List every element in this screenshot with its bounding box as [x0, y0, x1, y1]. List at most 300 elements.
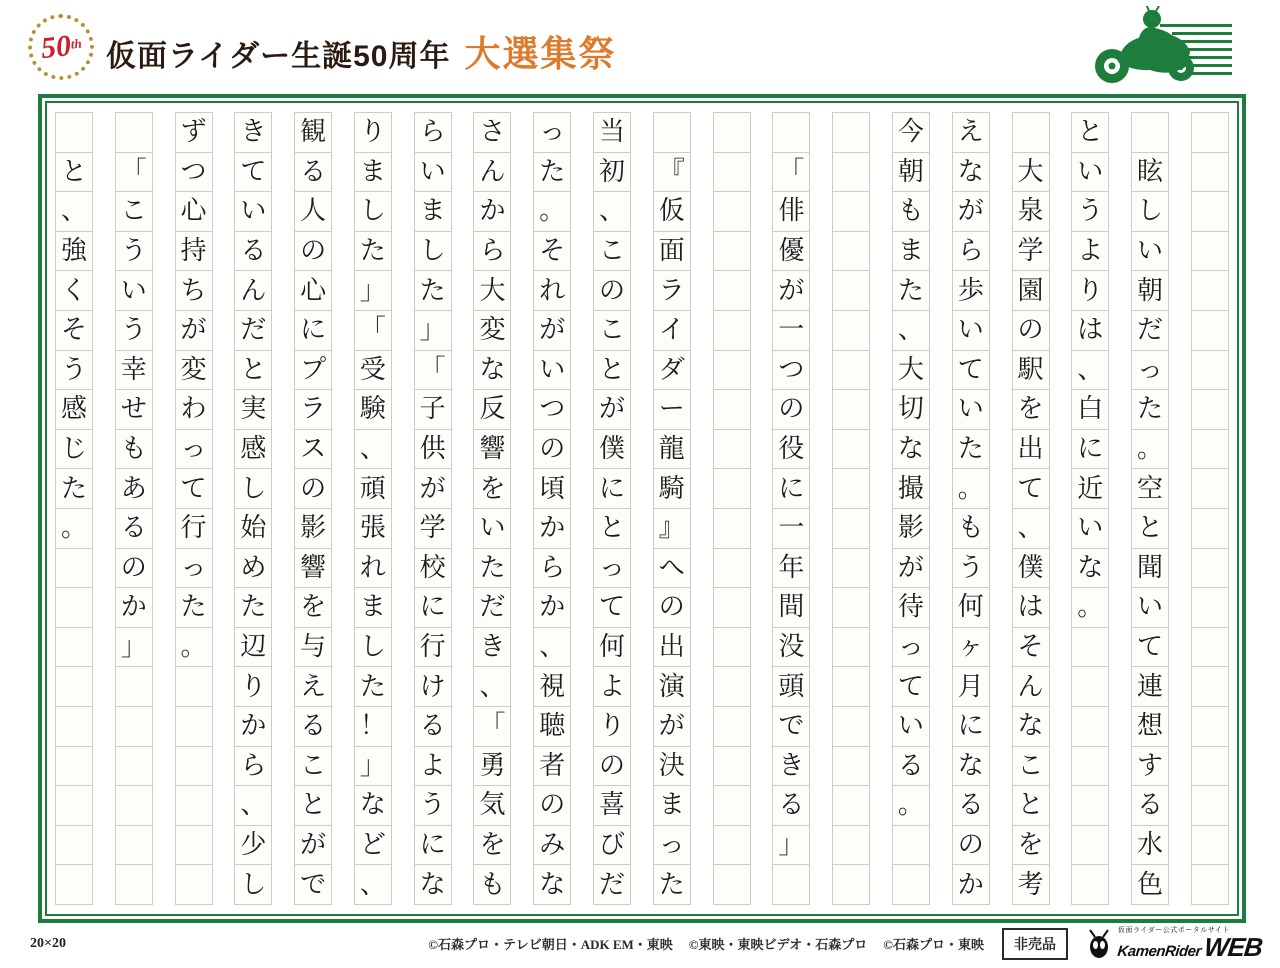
manuscript-cell — [713, 746, 751, 787]
manuscript-column — [414, 112, 452, 905]
manuscript-cell: 持 — [175, 231, 213, 272]
manuscript-cell: な — [473, 350, 511, 391]
manuscript-cell: と — [1131, 508, 1169, 549]
manuscript-cell: 。 — [55, 508, 93, 549]
manuscript-cell: も — [473, 864, 511, 905]
manuscript-cell: い — [115, 270, 153, 311]
manuscript-cell: る — [234, 231, 272, 272]
manuscript-cell — [832, 666, 870, 707]
manuscript-cell: 今 — [892, 112, 930, 153]
manuscript-cell — [1191, 548, 1229, 589]
manuscript-cell: 考 — [1012, 864, 1050, 905]
manuscript-cell: な — [414, 864, 452, 905]
manuscript-cell: 」 — [115, 627, 153, 668]
manuscript-cell: け — [414, 666, 452, 707]
manuscript-cell: 。 — [1131, 429, 1169, 470]
manuscript-cell — [832, 508, 870, 549]
manuscript-cell: 園 — [1012, 270, 1050, 311]
manuscript-cell: た — [234, 587, 272, 628]
manuscript-cell: り — [354, 112, 392, 153]
manuscript-cell — [713, 864, 751, 905]
manuscript-cell: 。 — [533, 191, 571, 232]
manuscript-cell: 頃 — [533, 468, 571, 509]
manuscript-cell: 験 — [354, 389, 392, 430]
manuscript-column — [354, 112, 392, 905]
manuscript-cell: 出 — [653, 627, 691, 668]
manuscript-cell: そ — [533, 231, 571, 272]
manuscript-column — [1131, 112, 1169, 905]
manuscript-cell: 供 — [414, 429, 452, 470]
manuscript-cell — [713, 191, 751, 232]
manuscript-cell: い — [952, 389, 990, 430]
manuscript-cell: っ — [593, 548, 631, 589]
manuscript-cell: し — [234, 864, 272, 905]
manuscript-cell: と — [1071, 112, 1109, 153]
manuscript-cell: た — [892, 270, 930, 311]
manuscript-column — [473, 112, 511, 905]
manuscript-column — [294, 112, 332, 905]
manuscript-cell — [1191, 350, 1229, 391]
manuscript-cell — [1191, 389, 1229, 430]
manuscript-cell: 。 — [1071, 587, 1109, 628]
manuscript-cell — [1191, 508, 1229, 549]
manuscript-cell: ヶ — [952, 627, 990, 668]
manuscript-cell — [832, 627, 870, 668]
manuscript-cell: 何 — [593, 627, 631, 668]
manuscript-cell: い — [234, 191, 272, 232]
manuscript-cell: ま — [354, 587, 392, 628]
manuscript-cell: つ — [533, 389, 571, 430]
manuscript-column — [175, 112, 213, 905]
manuscript-cell: て — [234, 152, 272, 193]
manuscript-cell — [1191, 746, 1229, 787]
manuscript-cell: た — [653, 864, 691, 905]
manuscript-cell: と — [294, 785, 332, 826]
manuscript-cell: も — [892, 191, 930, 232]
manuscript-cell: る — [772, 785, 810, 826]
manuscript-cell: ラ — [294, 389, 332, 430]
manuscript-cell: 大 — [892, 350, 930, 391]
manuscript-cell: ら — [234, 746, 272, 787]
manuscript-cell — [713, 389, 751, 430]
manuscript-cell — [1191, 666, 1229, 707]
manuscript-cell: 。 — [952, 468, 990, 509]
manuscript-grid — [55, 112, 1229, 905]
manuscript-cell: 実 — [234, 389, 272, 430]
manuscript-cell: っ — [533, 112, 571, 153]
manuscript-column — [1071, 112, 1109, 905]
manuscript-cell: 当 — [593, 112, 631, 153]
manuscript-cell: を — [473, 825, 511, 866]
manuscript-cell — [1191, 706, 1229, 747]
manuscript-cell — [115, 746, 153, 787]
manuscript-cell: 決 — [653, 746, 691, 787]
manuscript-cell: う — [414, 785, 452, 826]
manuscript-cell: を — [473, 468, 511, 509]
manuscript-cell: 「 — [473, 706, 511, 747]
manuscript-cell: 面 — [653, 231, 691, 272]
manuscript-cell: な — [952, 152, 990, 193]
manuscript-cell — [713, 666, 751, 707]
manuscript-cell: 変 — [473, 310, 511, 351]
manuscript-cell: の — [533, 429, 571, 470]
manuscript-cell: き — [772, 746, 810, 787]
manuscript-cell — [1191, 152, 1229, 193]
manuscript-cell: っ — [892, 627, 930, 668]
manuscript-cell: が — [593, 389, 631, 430]
manuscript-cell — [115, 825, 153, 866]
manuscript-cell: た — [55, 468, 93, 509]
manuscript-cell: の — [1012, 310, 1050, 351]
manuscript-cell: 頑 — [354, 468, 392, 509]
manuscript-cell: 、 — [533, 627, 571, 668]
manuscript-cell — [713, 350, 751, 391]
manuscript-cell — [713, 468, 751, 509]
manuscript-cell: 色 — [1131, 864, 1169, 905]
manuscript-cell — [832, 825, 870, 866]
manuscript-cell: と — [593, 350, 631, 391]
manuscript-cell — [1071, 785, 1109, 826]
manuscript-cell: 、 — [354, 429, 392, 470]
manuscript-cell: を — [294, 587, 332, 628]
manuscript-cell: 張 — [354, 508, 392, 549]
manuscript-cell: 、 — [473, 666, 511, 707]
manuscript-cell: い — [533, 350, 571, 391]
manuscript-paper-inner-border — [45, 101, 1239, 916]
manuscript-cell: に — [414, 825, 452, 866]
manuscript-cell — [832, 350, 870, 391]
manuscript-cell — [832, 191, 870, 232]
manuscript-cell — [1071, 627, 1109, 668]
manuscript-column — [593, 112, 631, 905]
manuscript-cell — [55, 706, 93, 747]
manuscript-cell — [55, 548, 93, 589]
manuscript-cell: 駅 — [1012, 350, 1050, 391]
manuscript-cell: り — [234, 666, 272, 707]
manuscript-column — [713, 112, 751, 905]
manuscript-cell: 聴 — [533, 706, 571, 747]
title-main: 仮面ライダー生誕50周年 — [106, 40, 451, 73]
manuscript-cell: 連 — [1131, 666, 1169, 707]
manuscript-cell — [115, 706, 153, 747]
manuscript-cell — [713, 548, 751, 589]
manuscript-cell: 仮 — [653, 191, 691, 232]
manuscript-cell: を — [1012, 825, 1050, 866]
manuscript-cell: つ — [175, 152, 213, 193]
manuscript-cell: が — [294, 825, 332, 866]
manuscript-cell: こ — [593, 231, 631, 272]
manuscript-cell — [1191, 112, 1229, 153]
manuscript-cell: か — [533, 587, 571, 628]
manuscript-cell — [832, 706, 870, 747]
manuscript-cell: あ — [115, 468, 153, 509]
manuscript-cell — [832, 389, 870, 430]
manuscript-cell: 感 — [234, 429, 272, 470]
manuscript-cell: の — [772, 389, 810, 430]
manuscript-cell: 騎 — [653, 468, 691, 509]
manuscript-cell: の — [533, 785, 571, 826]
manuscript-cell: ず — [175, 112, 213, 153]
manuscript-cell — [55, 825, 93, 866]
manuscript-cell: 。 — [175, 627, 213, 668]
manuscript-cell: 想 — [1131, 706, 1169, 747]
manuscript-cell: に — [294, 310, 332, 351]
manuscript-cell: 切 — [892, 389, 930, 430]
manuscript-cell — [653, 112, 691, 153]
logo-tagline: 仮面ライダー公式ポータルサイト — [1117, 927, 1230, 934]
manuscript-cell — [1191, 231, 1229, 272]
manuscript-cell: 視 — [533, 666, 571, 707]
manuscript-cell: 龍 — [653, 429, 691, 470]
manuscript-cell — [713, 270, 751, 311]
rider-head-icon — [1086, 929, 1112, 959]
manuscript-cell: 月 — [952, 666, 990, 707]
manuscript-column — [653, 112, 691, 905]
manuscript-cell: っ — [175, 429, 213, 470]
manuscript-cell: 喜 — [593, 785, 631, 826]
manuscript-cell: 空 — [1131, 468, 1169, 509]
manuscript-cell: る — [115, 508, 153, 549]
manuscript-cell: 学 — [414, 508, 452, 549]
manuscript-cell — [1191, 825, 1229, 866]
manuscript-cell — [713, 706, 751, 747]
manuscript-cell — [832, 310, 870, 351]
manuscript-cell — [115, 112, 153, 153]
manuscript-cell: わ — [175, 389, 213, 430]
manuscript-cell: ダ — [653, 350, 691, 391]
manuscript-cell: 響 — [294, 548, 332, 589]
manuscript-cell — [175, 706, 213, 747]
manuscript-cell: 歩 — [952, 270, 990, 311]
manuscript-cell: 。 — [892, 785, 930, 826]
manuscript-cell: に — [593, 468, 631, 509]
manuscript-cell: る — [892, 746, 930, 787]
manuscript-cell: う — [115, 310, 153, 351]
manuscript-cell — [1071, 746, 1109, 787]
manuscript-cell: 」 — [414, 310, 452, 351]
manuscript-cell: ラ — [653, 270, 691, 311]
manuscript-cell: 、 — [892, 310, 930, 351]
manuscript-cell: し — [414, 231, 452, 272]
manuscript-cell: そ — [55, 310, 93, 351]
manuscript-cell: へ — [653, 548, 691, 589]
manuscript-cell: し — [354, 191, 392, 232]
manuscript-cell — [55, 112, 93, 153]
manuscript-cell: か — [952, 864, 990, 905]
manuscript-cell: ま — [354, 152, 392, 193]
manuscript-cell: い — [1071, 508, 1109, 549]
manuscript-cell: る — [1131, 785, 1169, 826]
manuscript-cell — [713, 310, 751, 351]
manuscript-cell — [55, 587, 93, 628]
manuscript-cell: な — [892, 429, 930, 470]
manuscript-cell — [832, 152, 870, 193]
manuscript-cell: か — [234, 706, 272, 747]
manuscript-cell — [175, 746, 213, 787]
manuscript-cell: 受 — [354, 350, 392, 391]
manuscript-cell: す — [1131, 746, 1169, 787]
page-footer — [300, 927, 1262, 960]
manuscript-cell: 勇 — [473, 746, 511, 787]
manuscript-cell: は — [1012, 587, 1050, 628]
manuscript-cell: い — [892, 706, 930, 747]
manuscript-cell: に — [1071, 429, 1109, 470]
manuscript-cell: に — [952, 706, 990, 747]
manuscript-cell — [713, 785, 751, 826]
manuscript-cell: え — [294, 666, 332, 707]
manuscript-cell: 辺 — [234, 627, 272, 668]
manuscript-cell: 初 — [593, 152, 631, 193]
manuscript-cell: る — [414, 706, 452, 747]
manuscript-cell — [832, 468, 870, 509]
manuscript-cell: 行 — [414, 627, 452, 668]
manuscript-cell: よ — [593, 666, 631, 707]
manuscript-cell: れ — [354, 548, 392, 589]
manuscript-cell: き — [234, 112, 272, 153]
page-header — [0, 0, 1280, 94]
manuscript-cell: だ — [1131, 310, 1169, 351]
manuscript-cell: 、 — [593, 191, 631, 232]
manuscript-cell: り — [1071, 270, 1109, 311]
manuscript-cell: の — [593, 270, 631, 311]
manuscript-cell: の — [294, 468, 332, 509]
manuscript-cell: 年 — [772, 548, 810, 589]
manuscript-cell: の — [952, 825, 990, 866]
manuscript-cell: な — [1071, 548, 1109, 589]
manuscript-cell: た — [533, 152, 571, 193]
manuscript-cell: せ — [115, 389, 153, 430]
manuscript-cell: い — [473, 508, 511, 549]
manuscript-cell: こ — [115, 191, 153, 232]
manuscript-cell: ま — [414, 191, 452, 232]
manuscript-cell: 強 — [55, 231, 93, 272]
manuscript-cell: め — [234, 548, 272, 589]
manuscript-cell: 没 — [772, 627, 810, 668]
manuscript-cell: が — [175, 310, 213, 351]
manuscript-cell: 心 — [294, 270, 332, 311]
manuscript-cell: 者 — [533, 746, 571, 787]
manuscript-cell: だ — [593, 864, 631, 905]
manuscript-cell: っ — [1131, 350, 1169, 391]
copyright-item: ©東映・東映ビデオ・石森プロ — [688, 937, 868, 952]
manuscript-cell: た — [354, 666, 392, 707]
manuscript-cell — [832, 864, 870, 905]
manuscript-cell: ん — [1012, 666, 1050, 707]
manuscript-cell: 子 — [414, 389, 452, 430]
manuscript-cell: た — [354, 231, 392, 272]
manuscript-cell: て — [1131, 627, 1169, 668]
manuscript-cell: が — [892, 548, 930, 589]
manuscript-cell: イ — [653, 310, 691, 351]
manuscript-cell: 役 — [772, 429, 810, 470]
manuscript-column — [115, 112, 153, 905]
anniversary-50th-logo-icon — [28, 14, 94, 80]
manuscript-paper — [38, 94, 1246, 923]
manuscript-cell: 白 — [1071, 389, 1109, 430]
manuscript-cell: 変 — [175, 350, 213, 391]
manuscript-cell: プ — [294, 350, 332, 391]
manuscript-cell: 感 — [55, 389, 93, 430]
manuscript-cell — [713, 152, 751, 193]
manuscript-cell — [1131, 112, 1169, 153]
manuscript-cell: う — [1071, 191, 1109, 232]
manuscript-cell: れ — [533, 270, 571, 311]
manuscript-cell: こ — [593, 310, 631, 351]
manuscript-cell — [175, 785, 213, 826]
manuscript-cell: が — [533, 310, 571, 351]
manuscript-cell: 観 — [294, 112, 332, 153]
manuscript-cell: ス — [294, 429, 332, 470]
manuscript-cell: ち — [175, 270, 213, 311]
manuscript-cell: び — [593, 825, 631, 866]
manuscript-cell: い — [1131, 231, 1169, 272]
manuscript-cell — [1191, 468, 1229, 509]
manuscript-cell: と — [55, 152, 93, 193]
manuscript-cell: と — [593, 508, 631, 549]
manuscript-cell — [1071, 864, 1109, 905]
manuscript-cell: よ — [414, 746, 452, 787]
grid-size-label: 20×20 — [30, 936, 66, 951]
manuscript-cell: 朝 — [892, 152, 930, 193]
manuscript-cell: し — [234, 468, 272, 509]
manuscript-cell: と — [234, 350, 272, 391]
manuscript-cell — [1191, 587, 1229, 628]
manuscript-cell: ま — [892, 231, 930, 272]
manuscript-cell: る — [294, 706, 332, 747]
manuscript-cell — [1071, 706, 1109, 747]
manuscript-cell: い — [952, 310, 990, 351]
manuscript-cell: 俳 — [772, 191, 810, 232]
manuscript-cell: ら — [414, 112, 452, 153]
manuscript-cell — [832, 587, 870, 628]
manuscript-cell: の — [593, 746, 631, 787]
manuscript-column — [55, 112, 93, 905]
manuscript-cell: し — [1131, 191, 1169, 232]
manuscript-cell: 響 — [473, 429, 511, 470]
manuscript-column — [832, 112, 870, 905]
manuscript-cell: 』 — [653, 508, 691, 549]
manuscript-cell — [713, 231, 751, 272]
manuscript-cell: さ — [473, 112, 511, 153]
manuscript-cell — [713, 508, 751, 549]
manuscript-cell — [892, 825, 930, 866]
manuscript-cell: 撮 — [892, 468, 930, 509]
manuscript-cell — [115, 785, 153, 826]
manuscript-cell: 、 — [234, 785, 272, 826]
manuscript-cell: 「 — [115, 152, 153, 193]
manuscript-cell: て — [1012, 468, 1050, 509]
manuscript-cell: 人 — [294, 191, 332, 232]
manuscript-cell: 行 — [175, 508, 213, 549]
manuscript-cell: 優 — [772, 231, 810, 272]
manuscript-cell — [892, 864, 930, 905]
manuscript-cell: 少 — [234, 825, 272, 866]
manuscript-cell — [55, 746, 93, 787]
manuscript-cell — [1191, 191, 1229, 232]
manuscript-cell: く — [55, 270, 93, 311]
copyright-text — [428, 934, 984, 953]
manuscript-cell: も — [952, 508, 990, 549]
logo-th-suffix: th — [69, 35, 82, 52]
manuscript-cell: が — [653, 706, 691, 747]
manuscript-cell — [713, 627, 751, 668]
manuscript-cell: た — [473, 548, 511, 589]
manuscript-cell — [1071, 666, 1109, 707]
manuscript-cell: き — [473, 627, 511, 668]
manuscript-cell: に — [772, 468, 810, 509]
manuscript-cell: て — [593, 587, 631, 628]
manuscript-cell: ！ — [354, 706, 392, 747]
